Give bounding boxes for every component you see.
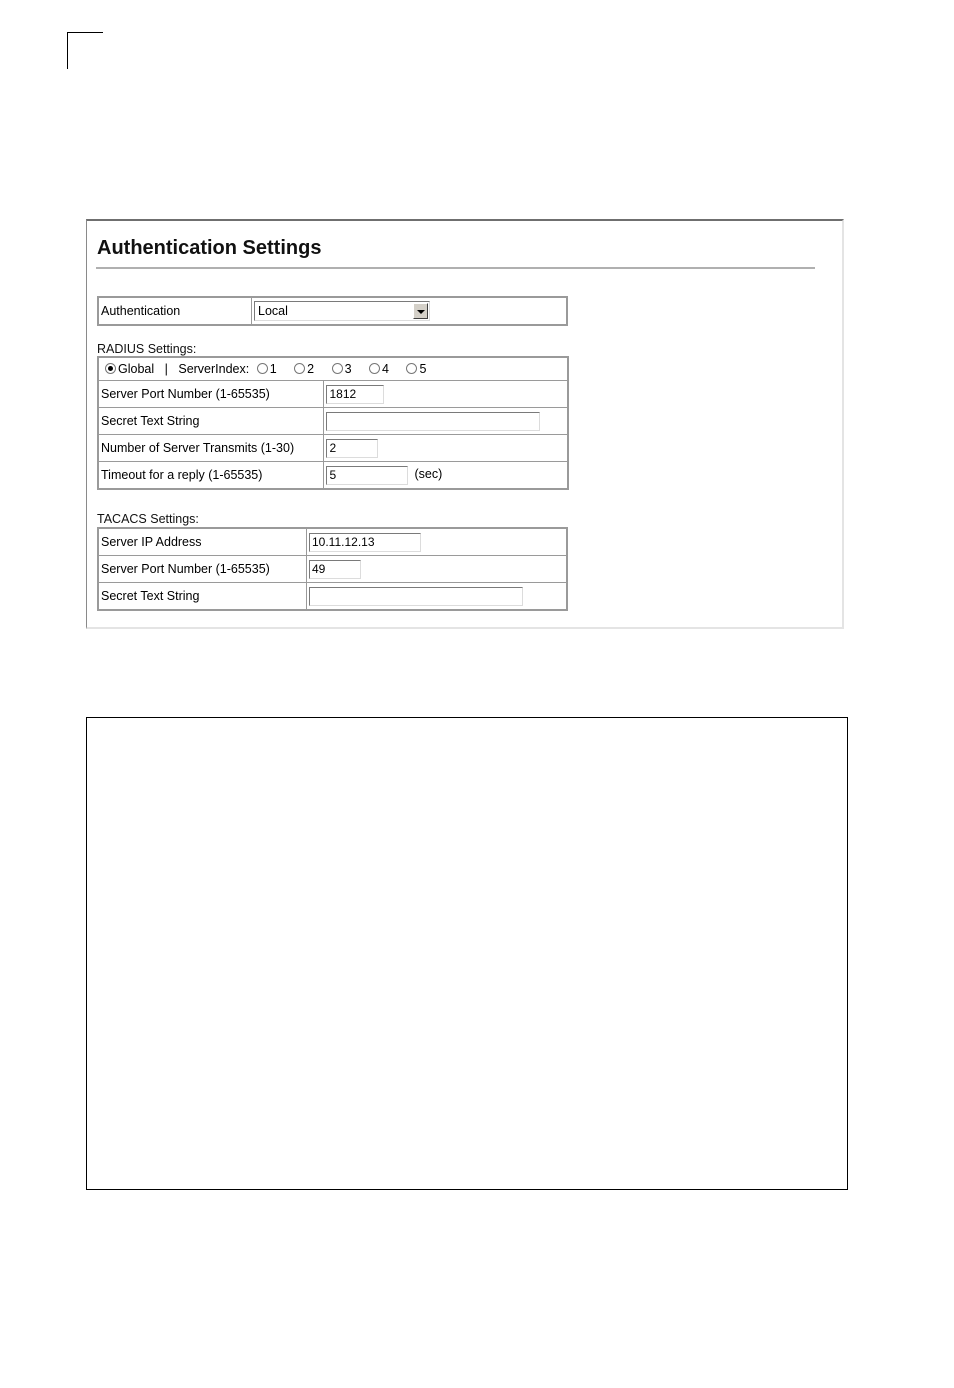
server-index-label: ServerIndex: (178, 361, 250, 376)
radius-secret-input[interactable] (326, 412, 540, 431)
authentication-table (97, 296, 568, 326)
tacacs-server-ip-row (98, 528, 567, 556)
radio-server-index-4[interactable] (369, 363, 380, 374)
tacacs-server-port-row (98, 556, 567, 583)
radius-timeout-cell (324, 462, 568, 490)
authentication-select[interactable] (254, 301, 430, 321)
radius-section-label: RADIUS Settings: (97, 342, 197, 356)
radius-transmits-label: Number of Server Transmits (1-30) (98, 435, 324, 462)
tacacs-server-port-cell (307, 556, 568, 583)
authentication-row (98, 297, 567, 325)
radio-4-label: 4 (382, 361, 389, 376)
empty-frame (86, 717, 848, 1190)
radius-secret-row (98, 408, 568, 435)
radio-server-index-2[interactable] (294, 363, 305, 374)
radio-2-label: 2 (307, 361, 315, 376)
title-divider (96, 267, 815, 269)
authentication-select-value: Local (258, 304, 288, 318)
tacacs-settings-table (97, 527, 568, 611)
tacacs-secret-cell (307, 583, 568, 611)
tacacs-secret-row (98, 583, 567, 611)
tacacs-server-ip-cell (307, 528, 568, 556)
authentication-cell (252, 297, 568, 325)
radius-transmits-row (98, 435, 568, 462)
radius-secret-cell (324, 408, 568, 435)
radius-timeout-input[interactable]: 5 (326, 466, 408, 485)
radius-transmits-cell (324, 435, 568, 462)
tacacs-section-label: TACACS Settings: (97, 512, 199, 526)
crop-mark-horizontal (67, 32, 103, 33)
radius-server-port-cell (324, 381, 568, 408)
radio-global-label: Global (118, 361, 155, 376)
scope-separator: | (164, 361, 168, 376)
tacacs-server-ip-input[interactable]: 10.11.12.13 (309, 533, 421, 552)
timeout-unit-label: (sec) (414, 467, 443, 482)
radius-secret-label: Secret Text String (98, 408, 324, 435)
crop-mark-vertical (67, 32, 68, 69)
chevron-down-icon[interactable] (413, 303, 428, 319)
radio-3-label: 3 (344, 361, 352, 376)
authentication-settings-panel (86, 219, 844, 629)
radio-server-index-5[interactable] (406, 363, 417, 374)
radius-settings-table (97, 356, 569, 490)
radio-server-index-1[interactable] (257, 363, 268, 374)
radius-server-port-label: Server Port Number (1-65535) (98, 381, 324, 408)
authentication-label: Authentication (98, 297, 252, 325)
radius-server-port-input[interactable]: 1812 (326, 385, 384, 404)
tacacs-secret-input[interactable] (309, 587, 523, 606)
radio-5-label: 5 (419, 361, 427, 376)
radio-server-index-3[interactable] (332, 363, 343, 374)
radius-transmits-input[interactable]: 2 (326, 439, 378, 458)
tacacs-server-ip-label: Server IP Address (98, 528, 307, 556)
radius-scope-row (98, 357, 568, 381)
radius-scope-cell (98, 357, 568, 381)
radius-timeout-label: Timeout for a reply (1-65535) (98, 462, 324, 490)
radio-global[interactable] (105, 363, 116, 374)
radio-1-label: 1 (269, 361, 277, 376)
tacacs-server-port-input[interactable]: 49 (309, 560, 361, 579)
page-title: Authentication Settings (97, 237, 322, 259)
radius-server-port-row (98, 381, 568, 408)
tacacs-secret-label: Secret Text String (98, 583, 307, 611)
tacacs-server-port-label: Server Port Number (1-65535) (98, 556, 307, 583)
radius-timeout-row (98, 462, 568, 490)
